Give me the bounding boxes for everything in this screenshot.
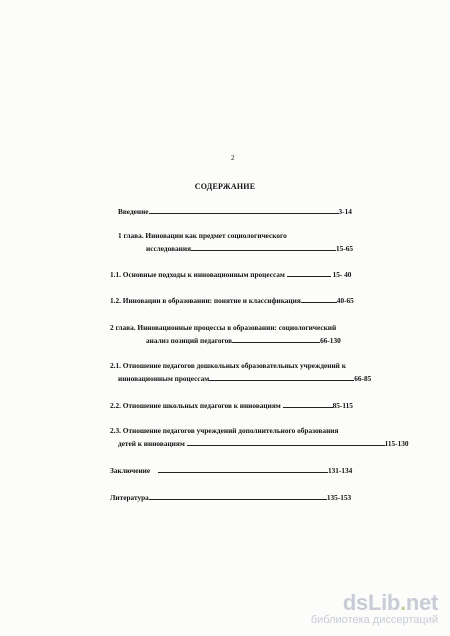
toc-ch2-line2 xyxy=(146,336,341,344)
toc-section-2-3-line1: 2.3. Отношение педагогов учреждений дополнительного образования xyxy=(110,426,339,435)
page-number: 2 xyxy=(231,154,235,162)
toc-ch2-line1: 2 глава. Инновационные процессы в образовании: социологический xyxy=(110,323,337,332)
toc-literature-pages: 135-153 xyxy=(326,493,352,502)
toc-s21-label: инновационным процессам xyxy=(118,374,210,383)
leader-line xyxy=(209,374,354,381)
toc-literature xyxy=(110,493,351,501)
toc-s22-label: 2.2. Отношение школьных педагогов к инновациям xyxy=(110,401,281,410)
toc-s11-pages: 15- 40 xyxy=(332,270,352,279)
toc-ch1-line2 xyxy=(146,244,353,252)
leader-line xyxy=(158,466,328,473)
watermark-subtitle: библиотека диссертаций xyxy=(310,614,438,626)
leader-line xyxy=(191,244,336,251)
watermark-logo-main: dsLib xyxy=(342,590,401,615)
toc-conclusion-pages: 131-134 xyxy=(327,466,353,475)
leader-line xyxy=(287,270,331,277)
toc-ch1-line1: 1 глава. Инновации как предмет социологического xyxy=(118,231,287,240)
toc-conclusion-label: Заключение xyxy=(110,466,151,475)
toc-s23-label: детей к инновациям xyxy=(118,439,185,448)
toc-section-2-2 xyxy=(110,401,353,409)
toc-intro-label: Введение xyxy=(118,207,149,216)
watermark xyxy=(288,590,438,626)
leader-line xyxy=(232,336,320,343)
watermark-logo-dot: . xyxy=(400,590,406,615)
toc-s12-pages: 40-65 xyxy=(336,296,354,305)
leader-line xyxy=(149,207,339,214)
toc-intro-pages: 3-14 xyxy=(338,207,352,216)
leader-line xyxy=(301,296,337,303)
toc-section-2-3-line2 xyxy=(118,439,409,447)
toc-s21-pages: 66-85 xyxy=(354,374,372,383)
toc-ch2-pages: 66-130 xyxy=(320,336,341,345)
toc-s22-pages: 85-115 xyxy=(332,401,353,410)
toc-ch1-label: исследования xyxy=(146,244,192,253)
leader-line xyxy=(187,439,385,446)
watermark-logo xyxy=(343,590,438,616)
toc-heading: СОДЕРЖАНИЕ xyxy=(194,182,256,191)
toc-ch2-label: анализ позиций педагогов xyxy=(146,336,233,345)
toc-ch1-pages: 15-65 xyxy=(336,244,354,253)
toc-section-1-2 xyxy=(110,296,354,304)
watermark-logo-tld: net xyxy=(405,590,438,615)
toc-intro xyxy=(118,207,352,215)
toc-conclusion xyxy=(110,466,352,474)
toc-section-1-1 xyxy=(110,270,351,278)
leader-line xyxy=(149,493,327,500)
toc-section-2-1-line1: 2.1. Отношение педагогов дошкольных образовательных учреждений к xyxy=(110,361,346,370)
toc-s11-label: 1.1. Основные подходы к инновационным процессам xyxy=(110,270,285,279)
leader-line xyxy=(283,401,333,408)
toc-section-2-1-line2 xyxy=(118,374,371,382)
toc-s12-label: 1.2. Инновации в образовании: понятие и классификация xyxy=(110,296,301,305)
toc-literature-label: Литература xyxy=(110,493,149,502)
toc-s23-pages: 115-130 xyxy=(384,439,409,448)
